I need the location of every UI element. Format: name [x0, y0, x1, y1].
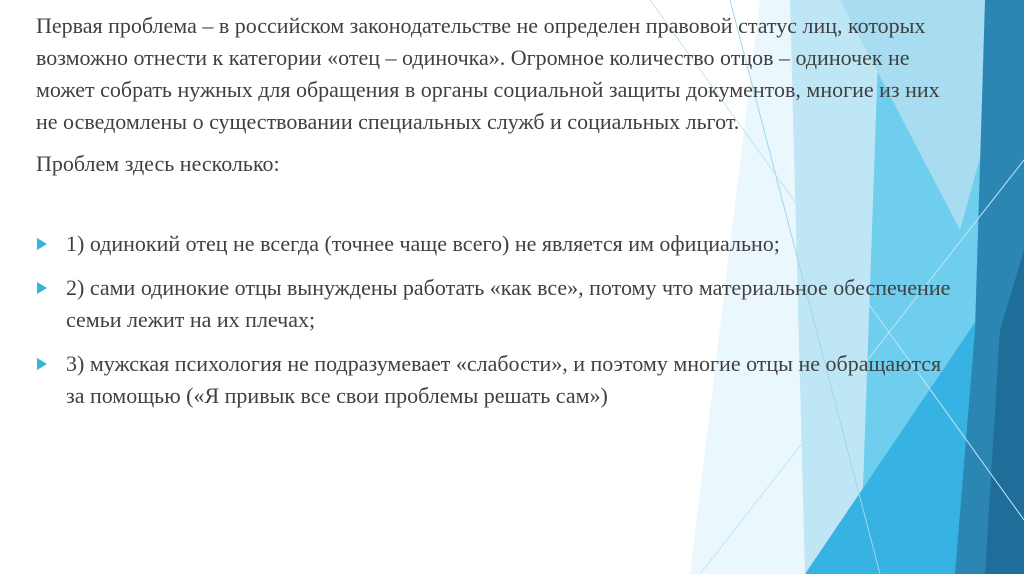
arrow-bullet-icon [37, 282, 47, 294]
list-item-text: 1) одинокий отец не всегда (точнее чаще всего) не является им официально; [66, 231, 780, 256]
intro-paragraph: Первая проблема – в российском законодательстве не определен правовой статус лиц, которых возможно отнести к категории «отец – одиночка». Огромное количество отцов – одиночек не может собрать нужных для обращения в органы социальной защиты документов, многие из них не осведомлены о существовании специальных служб и социальных льгот. [36, 13, 940, 134]
list-item [36, 228, 956, 260]
list-item-text: 2) сами одинокие отцы вынуждены работать «как все», потому что материальное обеспечение семьи лежит на их плечах; [66, 275, 951, 332]
problems-heading: Проблем здесь несколько: [36, 151, 280, 176]
list-item [36, 272, 956, 336]
list-item-text: 3) мужская психология не подразумевает «слабости», и поэтому многие отцы не обращаются за помощью («Я привык все свои проблемы решать сам») [66, 351, 942, 408]
arrow-bullet-icon [37, 358, 47, 370]
arrow-bullet-icon [37, 238, 47, 250]
slide-content [36, 10, 956, 424]
list-item [36, 348, 956, 412]
problem-list [36, 228, 956, 412]
